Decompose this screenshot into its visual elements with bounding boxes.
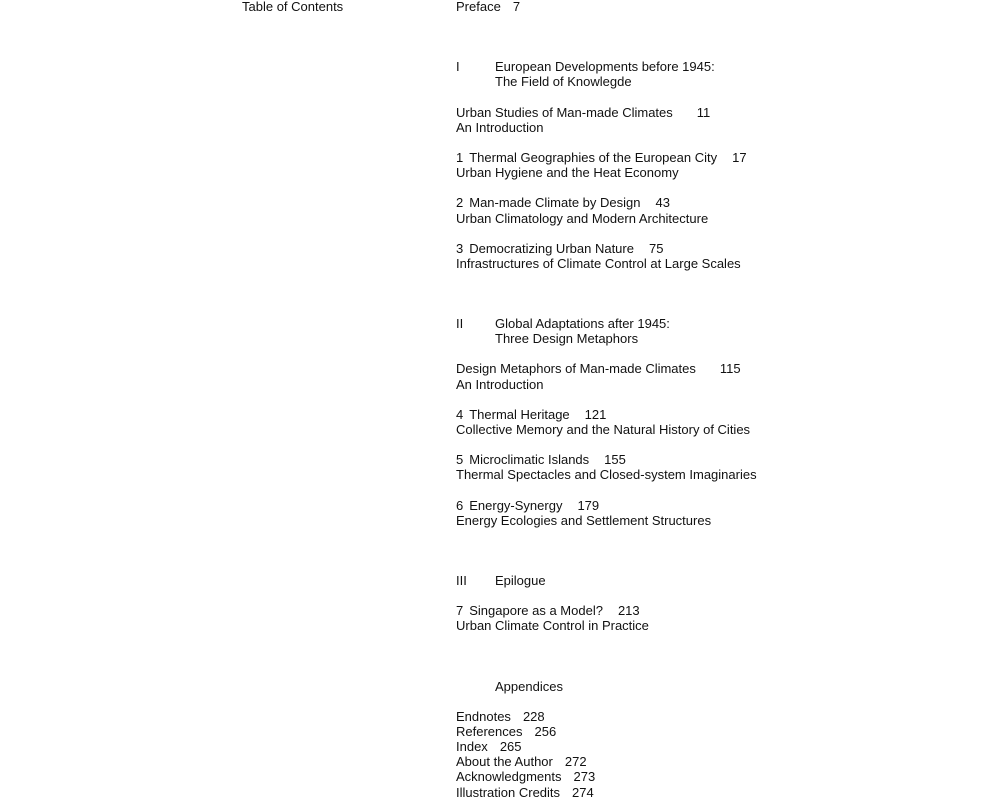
toc-entry[interactable] — [456, 498, 916, 528]
part-numeral: II — [456, 316, 464, 332]
entry-title: About the Author — [456, 754, 553, 770]
part-title — [495, 573, 546, 588]
entry-page-number: 17 — [732, 149, 747, 165]
entry-subtitle: Urban Climate Control in Practice — [456, 618, 649, 634]
toc-entry[interactable] — [456, 361, 916, 391]
part-title-line: European Developments before 1945: — [495, 59, 715, 75]
entry-page-number: 121 — [584, 406, 607, 422]
entry-title: Preface — [456, 0, 501, 14]
part-numeral: I — [456, 59, 460, 75]
chapter-number: 2 — [456, 195, 464, 211]
toc-entry-preface[interactable] — [456, 0, 916, 14]
page-title: Table of Contents — [242, 0, 344, 14]
chapter-number: 5 — [456, 452, 464, 468]
entry-page-number: 256 — [534, 723, 557, 739]
part-heading — [456, 679, 916, 694]
entry-page-number: 7 — [512, 0, 521, 14]
toc-entry[interactable] — [456, 195, 916, 225]
chapter-number: 6 — [456, 497, 464, 513]
entry-title: Design Metaphors of Man-made Climates — [456, 361, 696, 377]
entry-title: Man-made Climate by Design — [469, 195, 641, 211]
part-title-line: Epilogue — [495, 572, 546, 588]
entry-title: Acknowledgments — [456, 769, 562, 785]
entry-subtitle: An Introduction — [456, 119, 544, 135]
entry-page-number: 115 — [719, 361, 741, 377]
entry-page-number: 228 — [522, 708, 545, 724]
chapter-number: 4 — [456, 406, 464, 422]
entry-page-number: 265 — [499, 739, 522, 755]
entry-title: Urban Studies of Man-made Climates — [456, 104, 673, 120]
entry-subtitle: Urban Climatology and Modern Architecture — [456, 210, 709, 226]
part-section-1 — [456, 59, 916, 271]
part-section-3 — [456, 573, 916, 634]
toc-entry-appendix[interactable] — [456, 739, 916, 754]
appendices-section — [456, 679, 916, 800]
entry-title: Index — [456, 739, 488, 755]
entry-subtitle: Thermal Spectacles and Closed-system Imaginaries — [456, 467, 757, 483]
entry-page-number: 11 — [696, 104, 711, 120]
entry-title: Democratizing Urban Nature — [469, 240, 634, 256]
part-title-line: The Field of Knowlegde — [495, 74, 632, 90]
toc-entry-appendix[interactable] — [456, 785, 916, 800]
part-title — [495, 316, 670, 346]
chapter-number: 1 — [456, 149, 464, 165]
entry-subtitle: An Introduction — [456, 376, 544, 392]
toc-entry[interactable] — [456, 407, 916, 437]
toc-entry[interactable] — [456, 241, 916, 271]
part-heading — [456, 59, 916, 89]
part-numeral: III — [456, 572, 467, 588]
entry-page-number: 213 — [617, 603, 640, 619]
entry-title: Thermal Heritage — [469, 406, 570, 422]
entry-title: Endnotes — [456, 708, 511, 724]
part-heading — [456, 316, 916, 346]
toc-entry[interactable] — [456, 150, 916, 180]
entry-title: Singapore as a Model? — [469, 603, 603, 619]
entry-page-number: 274 — [572, 784, 594, 800]
entry-page-number: 272 — [564, 754, 587, 770]
toc-entry[interactable] — [456, 452, 916, 482]
part-title-line: Global Adaptations after 1945: — [495, 316, 670, 332]
entry-title: Illustration Credits — [456, 784, 561, 800]
appendices-list — [456, 709, 916, 800]
entry-subtitle: Infrastructures of Climate Control at Large Scales — [456, 255, 741, 271]
part-title — [495, 59, 715, 89]
toc-entry-appendix[interactable] — [456, 769, 916, 784]
entry-title: Energy-Synergy — [469, 497, 563, 513]
part-title-line: Three Design Metaphors — [495, 331, 639, 347]
part-heading — [456, 573, 916, 588]
entry-page-number: 179 — [577, 497, 600, 513]
entry-page-number: 273 — [573, 769, 596, 785]
chapter-number: 3 — [456, 240, 464, 256]
entry-title: Thermal Geographies of the European City — [469, 149, 718, 165]
toc-entry[interactable] — [456, 105, 916, 135]
entry-page-number: 75 — [648, 240, 664, 256]
entry-page-number: 43 — [655, 195, 670, 211]
toc-entry-appendix[interactable] — [456, 724, 916, 739]
entry-title: Microclimatic Islands — [469, 452, 590, 468]
entry-title: References — [456, 723, 523, 739]
toc-entry-appendix[interactable] — [456, 754, 916, 769]
table-of-contents — [456, 0, 916, 800]
entry-subtitle: Collective Memory and the Natural History of Cities — [456, 422, 751, 437]
toc-entry[interactable] — [456, 603, 916, 633]
entry-page-number: 155 — [604, 452, 626, 468]
entry-subtitle: Urban Hygiene and the Heat Economy — [456, 165, 679, 181]
entry-subtitle: Energy Ecologies and Settlement Structures — [456, 512, 712, 528]
toc-entry-appendix[interactable] — [456, 709, 916, 724]
chapter-number: 7 — [456, 603, 464, 619]
appendices-title: Appendices — [495, 678, 563, 694]
part-section-2 — [456, 316, 916, 528]
